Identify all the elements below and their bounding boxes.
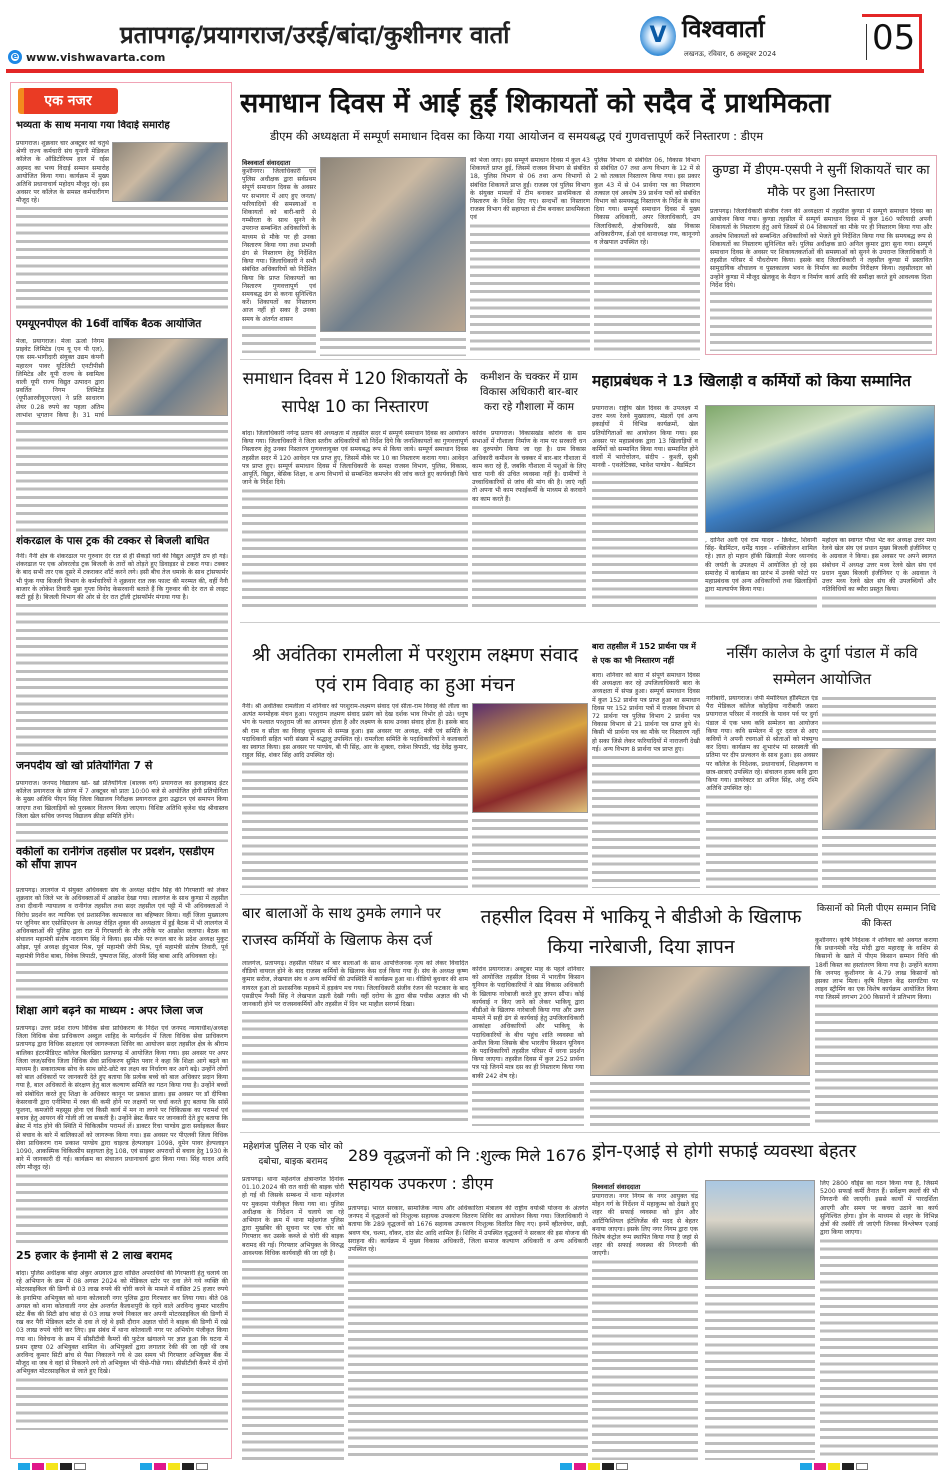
article-body: महोदय का स्वागत पौधा भेंट कर अध्यक्ष उत्तर मध्य रेलवे खेल संघ एवं प्रधान मुख्य बिजली इंजीनियर ए के अग्रवाल ने किया। इस अवसर पर अपने स्वागत संबोधन में अध्यक्ष उत्तर मध्य रेलवे खेल संघ एवं प्रधान मुख्य बिजली इंजीनियर ए के अग्रवाल ने उत्तर मध्य रेलवे खेल संघ की उपलब्धियों और गतिविधियों का ब्यौरा प्रस्तुत किया। — [822, 537, 936, 609]
article-headline: शंकरढाल के पास ट्रक की टक्कर से बिजली बाधित — [16, 535, 210, 547]
article-body: , दानिश अली एवं राम यादव - क्रिकेट, शिवानी सिंह- बैडमिंटन, धर्मेंद्र यादव - शक्तितोलन शामिल रहे। ज्ञात हो महान हॉकी खिलाड़ी मेजर ध्यानचंद की जयंती के उपलक्ष्य में आयोजित हो रहे इस समारोह में कार्यक्रम का प्रारंभ में उनकी फोटो पर महाप्रबंधक एवं अन्य अधिकारियों तथा खिलाड़ियों द्वारा माल्यार्पण किया गया। — [705, 537, 817, 609]
article-body: प्रतापगढ़। थाना महेशगंज क्षेत्रान्तर्गत दिनांक 01.10.2024 की रात वादी की बाइक चोरी हो गई थी जिसके सम्बन्ध में थाना महेशगंज पर मुकदमा पंजीकृत किया गया था। पुलिस अधीक्षक के निर्देशन में चलाये जा रहे अभियान के क्रम में थाना महेशगंज पुलिस द्वारा मुखबिर की सूचना पर एक चोर को गिरफ्तार कर उसके कब्जे से चोरी की बाइक बरामद की गई। गिरफ्तार अभियुक्त के विरुद्ध आवश्यक विधिक कार्यवाही की जा रही है। — [242, 1176, 344, 1460]
page-number: 05 — [872, 18, 916, 58]
article-headline: जनपदीय खो खो प्रतियोगिता 7 से — [16, 760, 153, 772]
article-body: प्रयागराज। नगर निगम के नगर आयुक्त चंद्र मोहन गर्ग के निर्देशन में महाकुम्भ को देखते हुए शहर की सफाई व्यवस्था को ड्रोन और आर्टिफिशियल इंटेलिजेंस की मदद से बेहतर बनाया जाएगा। इसके लिए नगर निगम द्वारा एक विशेष कंट्रोल रूम स्थापित किया गया है जहां से शहर की सफाई व्यवस्था की निगरानी की जाएगी। — [592, 1193, 698, 1460]
article-headline: एमयूएनपीएल की 16वीं वार्षिक बैठक आयोजित — [16, 318, 202, 330]
section-title: प्रतापगढ़/प्रयागराज/उरई/बांदा/कुशीनगर वार्ता — [120, 21, 510, 49]
article-body: प्रतापगढ़। लालगंज मे संयुक्त अधिवक्ता संघ के अध्यक्ष संदीप सिंह की गिरफ्तारी को लेकर शुक्रवार को जिले भर के अधिवक्ताओं में आक्रोश देखा गया। लालगंज के साथ कुण्डा में तहसील तथा दीवानी न्यायालय व रानीगंज तहसील तथा सदर तहसील एवं पट्टी में भी अधिवक्ताओं ने विरोध प्रदर्शन कर न्यायिक एवं प्रशासनिक कामकाज का बहिष्कार किया। वहीं जिला मुख्यालय पर जूनियर बार एसोसिएशन के अध्यक्ष रोहित शुक्ल की अध्यक्षता में हुई बैठक में भी लालगंज में अधिवक्ताओं की पुलिस द्वारा रात में गिरफ्तारी के तौर तरीके पर आक्रोश जताया। बैठक का संचालन महामंत्री संतोष नारायण सिंह ने किया। इस मौके पर रूरल बार के प्रदेश अध्यक्ष मुकुट ओझा, पूर्व अध्यक्ष इंदुभाल मिश्र, पूर्व महामंत्री जेपी मिश्र, पूर्व महामंत्री संतोष तिवारी, पूर्व महामंत्री गिरीश बाबा, विवेक त्रिपाठी, पुष्पराज सिंह, अंजनी सिंह बाबा आदि अधिवक्ता रहे। — [16, 887, 228, 1002]
article-headline: किसानों को मिली पीएम सम्मान निधि की किस्त — [816, 904, 937, 929]
brand-name: विश्ववार्ता — [682, 15, 765, 43]
samadhan-diwas-photo — [320, 157, 466, 332]
article-body: को भेजा जाए। इस सम्पूर्ण समाधान दिवस में कुल 43 शिकायतें प्राप्त हुई, जिसमें राजस्व विभाग से संबंधित 18, पुलिस विभाग से 06 तथा अन्य विभागों से संबंधित शिकायतें प्राप्त हुईं। राजस्व एवं पुलिस विभाग के संयुक्त मामलों में टीम बनाकर प्राथमिकता से निस्तारण के निर्देश दिए गए। सन्दर्भों का निस्तारण राजस्व विभाग की सहायता से टीम बनाकर प्राथमिकता एवं — [470, 157, 590, 355]
article-body: कुशीनगर। कृषि निदेशक ने शनिवार को अवगत कराया कि प्रधानमंत्री नरेंद्र मोदी द्वारा महाराष्ट्र के वाशिम से किसानों के खाते में पीएम किसान सम्मान निधि की 18वीं किस्त का हस्तांतरण किया गया है। उन्होंने बताया कि जनपद कुशीनगर के 4.79 लाख किसानों को इसका लाभ मिला। कृषि विज्ञान केंद्र सरगटिया पर लाइव स्ट्रीमिंग का एक विशेष कार्यक्रम आयोजित किया गया जिसमें लगभग 200 किसानों ने प्रतिभाग किया। — [815, 937, 938, 1126]
registration-marks — [800, 1463, 868, 1470]
article-headline: भव्यता के साथ मनाया गया विदाई समारोह — [16, 120, 170, 131]
article-body: प्रयागराज। शुक्रवार चार अक्टूबर को चतुर्थ श्रेणी राज्य कर्मचारी संघ यूनानी मेडिकल कॉलेज के ऑडिटोरियम हाल में रईस अहमद का भव्य विदाई सम्मान समारोह आयोजित किया गया। कार्यक्रम में मुख्य अतिथि प्रधानाचार्य महोदय मौजूद रहे। इस अवसर पर कॉलेज के समस्त कर्मचारीगण मौजूद रहे। — [16, 140, 109, 204]
article-body: कुशीनगर। जिलाधिकारी एवं पुलिस अधीक्षक द्वारा सर्वप्रथम संपूर्ण समाधान दिवस के अवसर पर सभागार में आए हुए जनता/ फरियादियों की समस्याओं व शिकायतों को बारी-बारी से गम्भीरता के साथ सुनने के उपरान्त सम्बन्धित अधिकारियों के माध्यम से मौके पर ही उनका निस्तारण किया गया तथा प्रभावी ढंग से निस्तारण हेतु निर्देशित किया गया। जिलाधिकारी ने सभी संबंधित अधिकारियों को निर्देशित किया कि प्राप्त शिकायतों का निस्तारण गुणवत्तापूर्ण एवं समयबद्ध ढंग से करना सुनिश्चित करें। शिकायतों का निस्तारण आज नहीं हो सका है उनका समय के अंतर्गत शासन — [242, 168, 316, 353]
city-aerial-photo — [705, 1180, 815, 1280]
article-headline: वकीलों का रानीगंज तहसील पर प्रदर्शन, एसडीएम को सौंपा ज्ञापन — [16, 846, 215, 871]
article-headline: महाप्रबंधक ने 13 खिलाड़ी व कर्मियों को किया सम्मानित — [592, 373, 911, 390]
kavi-sammelan-photo — [822, 748, 936, 830]
registration-marks — [18, 1463, 86, 1470]
article-body: प्रतापगढ़। भारत सरकार, सामाजिक न्याय और अधिकारिता मंत्रालय की राष्ट्रीय वयोश्री योजना के अंतर्गत जनपद में वृद्धजनों को निःशुल्क सहायक उपकरण वितरण शिविर का आयोजन किया गया। जिलाधिकारी ने बताया कि 289 वृद्धजनों को 1676 सहायक उपकरण निःशुल्क वितरित किए गए। इनमें व्हीलचेयर, छड़ी, श्रवण यंत्र, चश्मा, वॉकर, दांत सेट आदि शामिल हैं। शिविर में उपस्थित वृद्धजनों ने सरकार की इस योजना की सराहना की। कार्यक्रम में मुख्य विकास अधिकारी, जिला समाज कल्याण अधिकारी व अन्य अधिकारी उपस्थित रहे। — [348, 1205, 588, 1460]
article-body: बांदा। जिलाधिकारी नगेन्द्र प्रताप की अध्यक्षता में तहसील सदर में सम्पूर्ण समाधान दिवस का आयोजन किया गया। जिलाधिकारी ने जिला स्तरीय अधिकारियों को निर्देश दिये कि जनशिकायतों का गुणवत्तापूर्ण निस्तारण हेतु उनका निस्तारण गुणवत्तायुक्त एवं समयबद्ध रूप से किया जाये। सम्पूर्ण समाधान दिवस तहसील सदर में 120 आवेदन पत्र प्राप्त हुए, जिसमें मौके पर 10 का निस्तारण कराया गया। आवेदन पत्र प्राप्त हुए। सम्पूर्ण समाधान दिवस में जिलाधिकारी के समक्ष राजस्व विभाग, पुलिस, विकास, आपूर्ति, विद्युत, बेसिक शिक्षा, व अन्य विभागों से सम्बन्धित कमप्लेन की जांच करते हुए कार्यवाही किये जाने के निर्देश दिये। — [242, 430, 468, 608]
article-body-cont — [472, 817, 588, 888]
byline: विश्ववार्ता संवाददाता — [242, 158, 316, 168]
dateline: लखनऊ, रविवार, 6 अक्टूबर 2024 — [684, 50, 777, 58]
article-headline: तहसील दिवस में भाकियू ने बीडीओ के खिलाफ किया नारेबाजी, दिया ज्ञापन — [480, 906, 802, 958]
registration-marks — [140, 1463, 208, 1470]
article-body: कोरांव प्रयागराज। विकासखंड कोरांव के ग्राम सभाओं में गौशाला निर्माण के नाम पर सरकारी धन का दुरुपयोग किया जा रहा है। ग्राम विकास अधिकारी कमीशन के चक्कर में बार-बार गौशाला में काम करा रहे हैं, जबकि गौशाला में पशुओं के लिए चारा पानी की उचित व्यवस्था नहीं है। ग्रामीणों ने उच्चाधिकारियों से जांच की मांग की है। जाएं नहीं तो अपना भी काम रफाईकर्मी के माध्यम से करवाने का काम करते हैं। — [472, 430, 586, 608]
divider — [240, 894, 940, 895]
article-body: बारा। शनिवार को बारा में संपूर्ण समाधान दिवस की अध्यक्षता कर रहे उपजिलाधिकारी बारा के अध्यक्षता में संपन्न हुआ। सम्पूर्ण समाधान दिवस में कुल 152 प्रार्थना पत्र प्राप्त हुआ था समाधान दिवस पर 152 प्रार्थना पत्रों में राजस्व विभाग से 72 प्रार्थना पत्र पुलिस विभाग 2 प्रार्थना पत्र विकास विभाग से 21 प्रार्थना पत्र प्राप्त हुये थे। किसी भी प्रार्थना पत्र का मौके पर निस्तारण नहीं हो सका जिसे लेकर फरियादियों में नाराजगी देखी गई। अन्य विभाग 8 प्रार्थना पत्र प्राप्त हुए। — [592, 672, 700, 888]
article-body-cont — [822, 695, 936, 745]
article-headline: महेशगंज पुलिस ने एक चोर को दबोचा, बाइक बरामद — [243, 1142, 343, 1167]
munpl-meeting-photo — [108, 338, 228, 416]
article-body: बांदा। पुलिस अधीक्षक बांदा अंकुर अग्रवाल द्वारा वांछित अपराधियों की गिरफ्तारी हेतु चलाये जा रहे अभियान के क्रम में 08 अगस्त 2024 को मेडिकल स्टोर पर दवा लेने गये व्यक्ति की मोटरसाइकिल की डिग्गी से 03 लाख रुपये की चोरी करने के मामले में वांछित 25 हजार रुपये के इनामिया अभियुक्त को थाना कोतवाली नगर पुलिस द्वारा गिरफ्तार कर लिया गया। बीते 08 अगस्त को थाना कोतवाली नगर क्षेत्र अन्तर्गत कैलाशपुरी के रहने वाले अरविन्द कुमार भारतीय स्टेट बैंक की सिटी ब्रांच बांदा से 03 लाख रुपये निकाल कर अपनी मोटरसाइकिल की डिग्गी में रख कर पैरी मेडिकल स्टोर से दवा ले रहे थे इसी दौरान अज्ञात चोरों ने बाइक की डिग्गी में रखे 03 लाख रुपये चोरी कर लिए। इस संबंध में थाना कोतवाली नगर पर अभियोग पंजीकृत किया गया था। विवेचना के क्रम में सीसीटीवी कैमरों की फुटेज खंगालने पर ज्ञात हुआ कि घटना में प्रथम दृष्टया 02 अभियुक्त शामिल थे। अभियुक्तों द्वारा लगातार रेकी की जा रही थी जब अरविन्द कुमार सिटी ब्रांच से पैसा निकालने गये थे उस समय भी गिरफ्तार अभियुक्त बैंक में मौजूद था जब वे वहां से निकलने लगे तो अभियुक्त भी पीछे-पीछे गया। सीसीटीवी कैमरे में दोनों अभियुक्त मोटरसाइकिल से जाते हुए दिखे। — [16, 1270, 228, 1430]
lead-headline: समाधान दिवस में आई हुईं शिकायतों को सदैव दें प्राथमिकता — [240, 88, 831, 119]
article-body-cont — [822, 834, 936, 888]
article-headline: कुण्डा में डीएम-एसपी ने सुनीं शिकायतें चार का मौके पर हुआ निस्तारण — [712, 163, 930, 200]
article-body: प्रतापगढ़। उत्तर प्रदेश राज्य विधिक सेवा प्राधिकरण के निर्देश एवं जनपद न्यायाधीश/अध्यक्ष जिला विधिक सेवा प्राधिकरण अब्दुल शाहिद के मार्गदर्शन में जिला विधिक सेवा प्राधिकरण प्रतापगढ़ द्वारा विधिक साक्षरता एवं जागरूकता शिविर का आयोजन सदर तहसील क्षेत्र के श्रीराम बालिका इंटरमीडिएट कॉलेज बिलखिरा प्रतापगढ़ में आयोजित किया गया। इस अवसर पर अपर जिला जज/सचिव जिला विधिक सेवा प्राधिकरण सुमित पवार ने कहा कि शिक्षा आगे बढ़ने का माध्यम है। सकारात्मक सोच के साथ छोटे-छोटे का लक्ष्य का निर्धारण कर आगे बढ़े। उन्होंने लोगों को बाल अधिकारों पर जानकारी देते हुए बताया कि प्रत्येक बच्चे को बाल अधिकार प्रदान किया गया है, बाल अधिकारों के संरक्षण हेतु बाल कल्याण समिति का गठन किया गया है। उन्होंने बच्चों को संबोधित करते हुए शिक्षा के अधिकार कानून पर प्रकाश डाला। इस अवसर पर डॉ दीपिका केसरवानी द्वारा एनीमिया में रक्त की कमी होने पर लक्षणों पर चर्चा करते हुए बताया कि सांसें फूलना, कमजोरी महसूस होना एवं किसी कार्य में मन ना लगने पर चिकित्सक का परामर्श एवं बचाव हेतु आयरन की गोली ली जा सकती है। उन्होंने ब्रेस्ट कैंसर पर जानकारी देते हुए बताया कि ब्रेस्ट में गांठ होने की स्थिति में चिकित्सीय परामर्श लें। डाक्टर रिचा पाण्डेय द्वारा सर्वाइकल कैंसर से बचाव के बारे में बालिकाओं को जागरूक किया गया। इस अवसर पर पीएलवी जिला विधिक सेवा प्राधिकरण राम प्रकाश पाण्डेय द्वारा चाइल्ड हेल्पलाइन 1098, वूमेन पावर हेल्पलाइन 1090, आकस्मिक चिकित्सीय सहायता हेतु 108, एवं साइबर अपराधों से बचाव हेतु 1930 के बारे में जानकारी दी गई। कार्यक्रम का संचालन प्रधानाचार्य द्वारा किया गया। सिंह यादव आदि लोग मौजूद रहे। — [16, 1025, 228, 1245]
article-body: नैनी। नैनी क्षेत्र के शंकरढाल पर गुरुवार देर रात से ही सैकड़ों घरों की विद्युत आपूर्ति ठप हो गई। शंकरढाल पर एक ओवरलोड ट्रक बिजली के तारों को तोड़ते हुए डिवाइडर से टकरा गया। टक्कर के बाद सभी तार एक दूसरे में टकराकर शॉर्ट करने लगे। इसी बीच तेज धमाके के साथ ट्रांसफार्मर भी फुंक गया बिजली विभाग के कर्मचारियों ने शुक्रवार रात तक फाल्ट की मरम्मत की, वहीं नैनी बाजार के लोकेश तिवारी मुन्ना गुप्ता विनोद केसरवानी बताते हैं कि गुरुवार की देर रात से लाइट कटी हुई है। बिजली विभाग की ओर से देर रात ट्रॉली ट्रांसफॉर्मर मंगाया गया है। — [16, 553, 228, 755]
article-headline: शिक्षा आगे बढ़ने का माध्यम : अपर जिला जज — [16, 1005, 203, 1017]
browser-e-icon: e — [8, 50, 22, 64]
article-headline: कमीशन के चक्कर में ग्राम विकास अधिकारी बार-बार करा रहे गौशाला में काम — [480, 371, 578, 413]
article-body: लालगंज, प्रतापगढ़। तहसील परिसर में बार बालाओं के साथ आपत्तिजनक नृत्य को लेकर विवादित वीडियो वायरल होने के बाद राजस्व कर्मियों के खिलाफ केस दर्ज किया गया है। संघ के अध्यक्ष कृष्ण कुमार सरोज, लेखपाल संघ व अन्य कर्मियों की उपस्थिति में कार्यक्रम हुआ था। वीडियो बुधवार की शाम वायरल हुआ तो प्रशासनिक महकमे में हड़कंप मच गया। जिलाधिकारी संजीव रंजन की फटकार के बाद एसडीएम नैन्सी सिंह ने लेखपाल उड़ती देखी गयी। वहीं दरोगा के द्वारा बीस पचीस अज्ञात की भी जानकारी होने पर राजस्वकर्मियों और तहसील में दिन भर माहौल सरगर्म दिखा। — [242, 960, 468, 1125]
article-headline: बारा तहसील में 152 प्रार्थना पत्र में से एक का भी निस्तारण नहीं — [592, 642, 696, 665]
header-rule — [6, 69, 924, 73]
ramleela-stage-photo — [472, 703, 588, 813]
article-headline: 289 वृद्धजनों को नि :शुल्क मिले 1676 सहायक उपकरण : डीएम — [348, 1146, 587, 1193]
brand-logo-icon: V — [640, 16, 676, 56]
article-body: प्रतापगढ़। जिलाधिकारी संजीव रंजन की अध्यक्षता में तहसील कुण्डा में सम्पूर्ण समाधान दिवस का आयोजन किया गया। कुण्डा तहसील में सम्पूर्ण समाधान दिवस में कुल 160 फरियादी अपनी शिकायतों के निस्तारण हेतु आये जिसमें से 04 शिकायतों का मौके पर ही निस्तारण किया गया और अवशेष शिकायतों को सम्बन्धित अधिकारियों को भेजते हुये निर्देशित किया गया कि समयबद्ध रूप से शिकायतों का निस्तारण सुनिश्चित करें। पुलिस अधीक्षक डा0 अनिल कुमार द्वारा सुना गया। सम्पूर्ण समाधान दिवस के अवसर पर शिकायतकर्ताओं की समस्याओं को सुनने के उपरान्त जिलाधिकारी ने तहसील परिसर में पौधरोपण किया। इसके बाद जिलाधिकारी ने तहसील कुण्डा में प्रस्तावित सामुदायिक शौचालय व पुस्तकालय भवन के निर्माण का स्थलीय निरीक्षण किया। तहसीलदार को उन्होंने कुण्डा में मौजूद खेलकूद के मैदान व निर्माण कार्य आदि की समीक्षा करते हुये आवश्यक दिशा निर्देश दिये। — [710, 208, 932, 351]
farewell-photo — [112, 142, 228, 202]
article-headline: बार बालाओं के साथ ठुमके लगाने पर राजस्व कर्मियों के खिलाफ केस दर्ज — [242, 904, 441, 949]
article-body: मेजा, प्रयागराज। मेजा ऊर्जा निगम प्राइवेट लिमिटेड (एम यू एन पी एल), एक सम-भागीदारी संयुक्त उद्यम कंपनी महारत्न पावर यूटिलिटी एनटीपीसी लिमिटेड और यूपी राज्य के स्वामित्व वाली यूपी राज्य विद्युत उत्पादन द्वारा प्रवर्तित निगम लिमिटेड (यूपीआरवीयूएनएल) ने प्रति साधारण शेयर 0.28 रुपये का पहला अंतिम लाभांश भुगतान किया है। 31 मार्च — [16, 338, 104, 418]
article-body: लिए 2800 वॉर्ड्स का गठन किया गया है, जिसमें 5200 सफाई कर्मी तैनात हैं। सर्वेक्षण स्थलों की भी निगरानी की जाएगी। इससे कार्यों में पारदर्शिता आएगी और समय पर कचरा उठाने का कार्य सुनिश्चित होगा। ड्रोन के माध्यम से शहर के विभिन्न क्षेत्रों की तस्वीरें ली जाएंगी जिनका विश्लेषण एआई द्वारा किया जाएगा। — [820, 1180, 938, 1460]
article-body: पुलिस विभाग से संबंधित 06, विकास विभाग से संबंधित 07 तथा अन्य विभाग के 12 में से 2 को तत्काल निस्तारण किया गया। इस प्रकार कुल 43 में से 04 प्रार्थना पत्र का निस्तारण तत्काल एवं अवशेष 39 प्रार्थना पत्रों को संबंधित विभाग को समयबद्ध निस्तारण के निर्देश के साथ दिया गया। सम्पूर्ण समाधान दिवस में मुख्य विकास अधिकारी, अपर जिलाधिकारी, उप जिलाधिकारी, क्षेत्राधिकारी, खंड विकास अधिकारीगण, ईओ एवं थानाध्यक्ष गण, कानूनगो व लेखपाल उपस्थित रहे। — [594, 157, 700, 355]
article-body-cont — [16, 205, 228, 313]
divider — [240, 1132, 940, 1133]
divider — [866, 24, 867, 60]
article-body: कोरांव प्रयागराज। अक्टूबर माह के पहले शनिवार को आयोजित तहसील दिवस में भारतीय किसान यूनियन के पदाधिकारियों ने खंड विकास अधिकारी के खिलाफ नारेबाजी करते हुए ज्ञापन सौंपा। कोई कार्यवाई न किए जाने को लेकर भाकियू द्वारा बीडीओ के खिलाफ नारेबाजी किया गया और उक्त मामले में सही ढंग से कार्यवाई हेतु उपजिलाधिकारी आकांक्षा अधिकारियों और भाकियू के पदाधिकारियों के बीच पहुंच शांति व्यवस्था को अपील किया जिसके बीच भारतीय किसान यूनियन के पदाधिकारियों तहसील परिसर में धरना प्रदर्शन किया जाएगा। तहसील दिवस में कुल 252 प्रार्थना पत्र पड़े जिनमें मात्र दस का ही निस्तारण किया गया बाकी 242 शेष रहे। — [472, 966, 584, 1126]
article-headline: नर्सिंग कालेज के दुर्गा पंडाल में कवि सम्मेलन आयोजित — [726, 644, 918, 688]
article-body: प्रयागराज। राष्ट्रीय खेल दिवस के उपलक्ष्य में उत्तर मध्य रेलवे मुख्यालय, मंडलों एवं अन्य इकाईयों में विभिन्न कार्यक्रमों, खेल प्रतियोगिताओं का आयोजन किया गया। इस अवसर पर महाप्रबंधक द्वारा 13 खिलाड़ियों व कर्मियों को सम्मानित किया गया। सम्मानित होने वालों में भारोत्तोलन, संदीप - कुश्ती, सुश्री मानवी - एथलेटिक्स, भावेश पाण्डेय - बैडमिंटन — [592, 405, 698, 608]
website-link[interactable]: e www.vishwavarta.com — [8, 50, 165, 64]
article-body-cont — [16, 420, 228, 533]
flag-off-photo — [705, 405, 935, 533]
article-body-cont — [705, 1284, 815, 1460]
divider — [240, 622, 940, 623]
article-headline: समाधान दिवस में 120 शिकायतों के सापेक्ष 10 का निस्तारण — [242, 369, 468, 417]
article-headline: 25 हजार के ईनामी से 2 लाख बरामद — [16, 1250, 173, 1262]
article-body-cont — [590, 1080, 810, 1126]
divider — [240, 359, 700, 360]
article-body: नारीबारी, प्रयागराज। जेपी मेमोरियल हॉस्पिटल एंड पैरा मेडिकल कॉलेज कोहड़िया नारीबारी जसरा प्रयागराज परिसर में नवरात्रि के पावन पर्व पर दुर्गा पंडाल में एक भव्य कवि सम्मेलन का आयोजन किया गया। कवि सम्मेलन में दूर दराज से आए कवियों ने अपनी रचनाओं से श्रोताओं को मंत्रमुग्ध कर दिया। कार्यक्रम का शुभारंभ मां सरस्वती की प्रतिमा पर दीप प्रज्वलन के साथ हुआ। इस अवसर पर कॉलेज के निदेशक, प्रधानाचार्य, शिक्षकगण व छात्र-छात्राएं उपस्थित रहे। संचालन हास्य कवि द्वारा किया गया। डायरेक्टर डा अनिल सिंह, अंजु रश्मि अतिथि उपस्थित रहे। — [706, 695, 818, 888]
article-headline: श्री अवंतिका रामलीला में परशुराम लक्ष्मण संवाद एवं राम विवाह का हुआ मंचन — [251, 644, 579, 696]
article-body: नैनी। श्री अवंतिका रामलीला में शनिवार को परशुराम-लक्ष्मण संवाद एवं सीता-राम विवाह की लीला का अत्यंत मनमोहक मंचन हुआ। परशुराम लक्ष्मण संवाद प्रसंग को देख दर्शक भाव विभोर हो उठे। धनुष भंग के पश्चात परशुराम जी का आगमन होता है और लक्ष्मण के साथ उनका संवाद होता है। इसके बाद श्री राम व सीता का विवाह धूमधाम से सम्पन्न हुआ। इस अवसर पर अध्यक्ष, मंत्री एवं समिति के पदाधिकारी सहित भारी संख्या में श्रद्धालु उपस्थित रहे। रामलीला समिति के पदाधिकारियों ने कलाकारों का स्वागत किया। इस अवसर पर पाण्डेय, बी पी सिंह, आर के शुक्ला, राकेश त्रिपाठी, चंद्र देवेंद्र कुमार, राहुल सिंह, शंकर सिंह आदि उपस्थित रहे। — [242, 703, 468, 888]
article-body-cont — [320, 336, 466, 356]
lead-subheadline: डीएम की अध्यक्षता में सम्पूर्ण समाधान दिवस का किया गया आयोजन व समयबद्ध एवं गुणवत्तापूर्ण करें निस्तारण : डीएम — [270, 130, 764, 143]
ek-nazar-tab: एक नजर — [18, 88, 118, 114]
bkiu-protest-photo — [590, 966, 810, 1076]
article-headline: ड्रोन-एआई से होगी सफाई व्यवस्था बेहतर — [592, 1142, 857, 1162]
byline: विश्ववार्ता संवाददाता — [592, 1182, 698, 1192]
article-body: प्रयागराज। जनपद विद्यालय खो- खो प्रतियोगिता (बालक वर्ग) प्रयागराज का इलाहाबाद इंटर कॉलेज प्रयागराज के प्रांगण में 7 अक्टूबर को प्रातः 10:00 बजे से आयोजित होगी प्रतियोगिता के मुख्य अतिथि पीएन सिंह जिला विद्यालय निरीक्षक प्रयागराज द्वारा उद्घाटन एवं समापन किया जाएगा तथा खिलाड़ियों को पुरस्कार वितरण किया जाएगा। विशिष्ट अतिथि बृजेश चंद्र श्रीवास्तव जिला खेल सचिव जनपद विद्यालय क्रीड़ा समिति होंगे। — [16, 780, 228, 842]
registration-marks — [560, 1463, 628, 1470]
